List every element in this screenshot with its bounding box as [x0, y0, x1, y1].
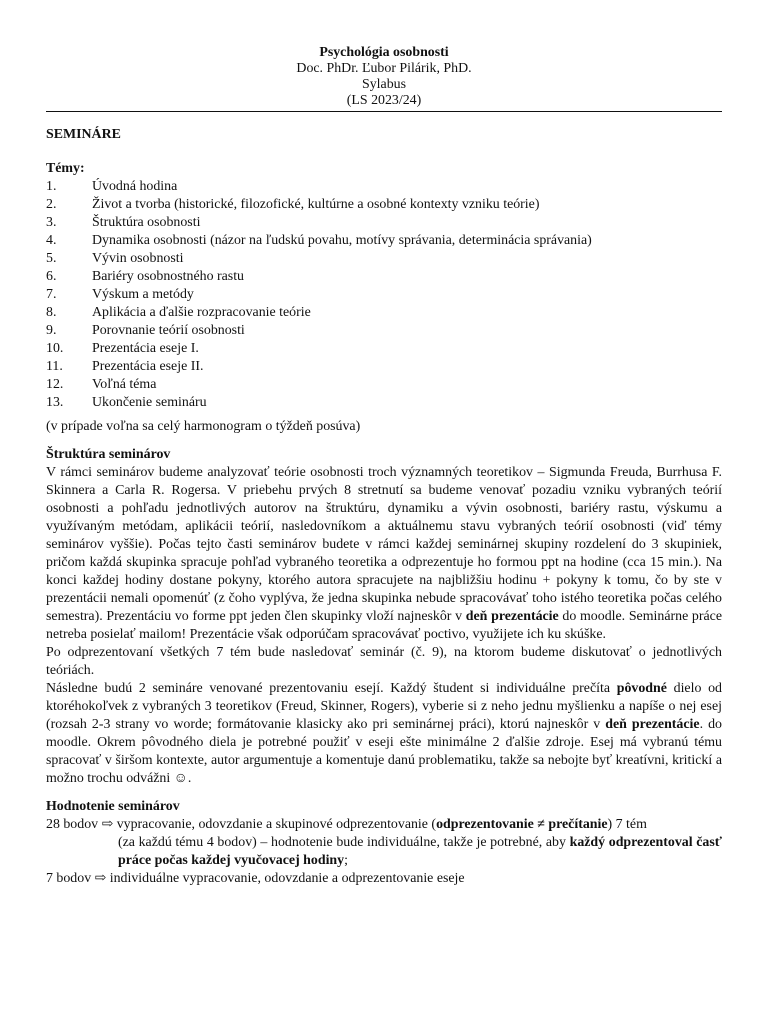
topic-text: Prezentácia eseje II.	[92, 359, 204, 374]
topics-list	[46, 178, 722, 412]
topic-text: Výskum a metódy	[92, 287, 194, 302]
grading-row-essay	[46, 870, 722, 888]
topic-text: Život a tvorba (historické, filozofické, kultúrne a osobné kontexty vzniku teórie)	[92, 197, 540, 212]
grading-desc-group-line1: vypracovanie, odovzdanie a skupinové odprezentovanie (odprezentovanie ≠ prečítanie) 7 tém	[116, 817, 647, 832]
topic-item	[46, 358, 722, 376]
topic-item	[46, 340, 722, 358]
lecturer-name: Doc. PhDr. Ľubor Pilárik, PhD.	[296, 61, 472, 76]
topic-item	[46, 394, 722, 412]
topic-number: 8.	[46, 305, 57, 320]
topic-text: Prezentácia eseje I.	[92, 341, 199, 356]
topic-item	[46, 322, 722, 340]
topic-number: 10.	[46, 341, 64, 356]
topic-text: Bariéry osobnostného rastu	[92, 269, 244, 284]
topic-item	[46, 304, 722, 322]
section-title: SEMINÁRE	[46, 127, 121, 142]
document-header	[46, 45, 722, 109]
topic-number: 5.	[46, 251, 57, 266]
topic-number: 7.	[46, 287, 57, 302]
grading-points-group: 28 bodov ⇨	[46, 817, 114, 832]
structure-paragraph-3: Následne budú 2 semináre venované prezentovaniu esejí. Každý študent si individuálne prečíta pôvodné dielo od ktoréhokoľvek z vybraných 3 teoretikov (Freud, Skinner, Rogers), vyberie si z neho jednu myšlienku a napíše o nej esej (rozsah 2-3 strany vo worde; formátovanie klasicky ako pri seminárnej práci), ktorú najneskôr v deň prezentácie. do moodle. Okrem pôvodného diela je potrebné použiť v eseji ešte minimálne 2 ďalšie zdroje. Esej má vybranú tému spracovať v širšom kontexte, autor argumentuje a komentuje danú problematiku, takže sa nebojte byť kreatívni, kritickí a možno trochu odvážni ☺.	[46, 681, 722, 786]
topic-text: Úvodná hodina	[92, 179, 178, 194]
structure-heading: Štruktúra seminárov	[46, 447, 171, 462]
topic-text: Dynamika osobnosti (názor na ľudskú povahu, motívy správania, determinácia správania)	[92, 233, 592, 248]
topic-item	[46, 250, 722, 268]
topic-item	[46, 196, 722, 214]
topic-number: 2.	[46, 197, 57, 212]
topic-text: Štruktúra osobnosti	[92, 215, 201, 230]
syllabus-page	[46, 45, 722, 888]
topic-item	[46, 214, 722, 232]
topic-item	[46, 232, 722, 250]
topic-text: Porovnanie teórií osobnosti	[92, 323, 245, 338]
structure-paragraph-2: Po odprezentovaní všetkých 7 tém bude nasledovať seminár (č. 9), na ktorom budeme diskutovať o jednotlivých teóriách.	[46, 645, 722, 678]
topic-number: 3.	[46, 215, 57, 230]
topic-item	[46, 376, 722, 394]
document-type: Sylabus	[362, 77, 406, 92]
grading-row-group	[46, 816, 722, 834]
header-divider	[46, 111, 722, 112]
topic-item	[46, 286, 722, 304]
topic-text: Ukončenie semináru	[92, 395, 207, 410]
topic-number: 12.	[46, 377, 64, 392]
topic-text: Voľná téma	[92, 377, 157, 392]
topic-item	[46, 178, 722, 196]
grading-desc-group-cont: (za každú tému 4 bodov) – hodnotenie bude individuálne, takže je potrebné, aby každý odprezentoval časť práce počas každej vyučovacej hodiny;	[118, 835, 722, 868]
topic-number: 1.	[46, 179, 57, 194]
schedule-note: (v prípade voľna sa celý harmonogram o týždeň posúva)	[46, 419, 361, 434]
grading-desc-essay: individuálne vypracovanie, odovzdanie a odprezentovanie eseje	[109, 871, 465, 886]
topic-number: 9.	[46, 323, 57, 338]
course-title: Psychológia osobnosti	[319, 45, 449, 60]
grading-points-essay: 7 bodov ⇨	[46, 871, 107, 886]
topic-number: 11.	[46, 359, 63, 374]
topic-number: 6.	[46, 269, 57, 284]
topic-text: Aplikácia a ďalšie rozpracovanie teórie	[92, 305, 311, 320]
topic-text: Vývin osobnosti	[92, 251, 184, 266]
topics-label: Témy:	[46, 161, 85, 176]
topic-number: 13.	[46, 395, 64, 410]
structure-paragraph-1: V rámci seminárov budeme analyzovať teórie osobnosti troch významných teoretikov – Sigmunda Freuda, Burrhusa F. Skinnera a Carla R. Rogersa. V priebehu prvých 8 stretnutí sa budeme venovať pozadiu vzniku vybraných teórií osobnosti a pohľadu jednotlivých autorov na štruktúru, dynamiku a vývin osobnosti, bariéry rastu, výskumu a využívaným metódam, aplikácii teórií, nasledovníkom a aktuálnemu stavu vybraných teórií osobnosti (viď témy seminárov vyššie). Počas tejto časti seminárov budete v rámci každej seminárnej skupiny rozdelení do 3 skupiniek, pričom každá skupinka spracuje pohľad vybraného teoretika a odprezentuje ho formou ppt na hodine (cca 15 min.). Na konci každej hodiny dostane pokyny, ktorého autora spracujete na najbližšiu hodinu + pokyny k tomu, čo by ste v prezentácii nemali opomenúť (z čoho vyplýva, že jedna skupinka nebude spracovávať toho istého teoretika počas celého semestra). Prezentáciu vo forme ppt jeden člen skupinky vloží najneskôr v deň prezentácie do moodle. Seminárne práce netreba posielať mailom! Prezentácie však odporúčam spracovávať poctivo, využijete ich ku skúške.	[46, 465, 722, 642]
topic-number: 4.	[46, 233, 57, 248]
semester-label: (LS 2023/24)	[346, 93, 422, 108]
grading-heading: Hodnotenie seminárov	[46, 799, 180, 814]
topic-item	[46, 268, 722, 286]
